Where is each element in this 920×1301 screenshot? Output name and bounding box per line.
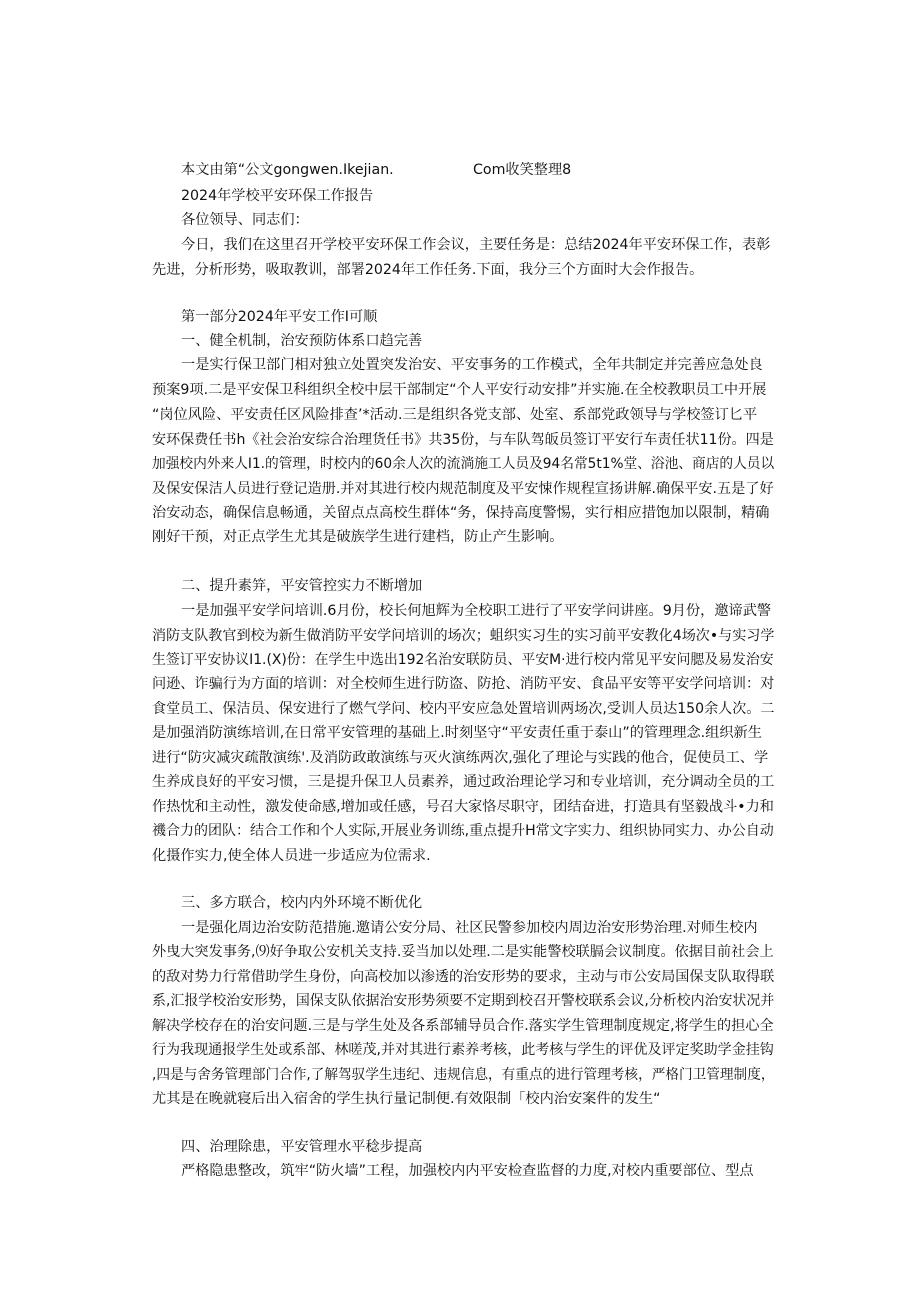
paragraph-line: 及保安保洁人员进行登记造册.并对其进行校内规范制度及平安悚作规程宣扬讲解.确保平安.五是了好 <box>152 481 774 497</box>
intro-line: 先进，分析形势，吸取教训，部署2024年工作任务.下面，我分三个方面时大会作报告。 <box>152 262 704 278</box>
paragraph-line: 作热忱和主动性，激发使命感,增加或任感，号召大家恪尽职守，团结奋进，打造具有坚毅战斗•力和 <box>152 799 774 815</box>
paragraph-line: 一是加强平安学问培训.6月份，校长何旭辉为全校职工进行了平安学问讲座。9月份，邀谛武警 <box>181 603 772 619</box>
paragraph-line: 刚好干预，对正点学生尤其是破族学生进行建档，防止产生影响。 <box>152 529 564 545</box>
paragraph-line: 进行“防灾减灾疏散演练'.及消防政敢演练与灭火演练两次,强化了理论与实践的他合，促使员工、学 <box>152 750 769 766</box>
paragraph-line: 预案9项.二是平安保卫科组织全校中层干部制定“个人平安行动安排”并实施.在全校教职员工中开展 <box>152 382 767 398</box>
paragraph-line: 解决学校存在的治安问题.三是与学生处及各系部辅导员合作.落实学生管理制度规定,将学生的担心全 <box>152 1018 774 1034</box>
paragraph-line: 消防支队教官到校为新生做消防平安学问培训的场次；蛆织实习生的实习前平安教化4场次•与实习学 <box>152 628 775 644</box>
section-title: 四、治理除患，平安管理水平稔步提高 <box>181 1139 423 1155</box>
document-title: 2024年学校平安环保工作报告 <box>181 188 374 204</box>
paragraph-line: 化摄作实力,使全体人员进一步适应为位需求. <box>152 848 431 864</box>
paragraph-line: 禨合力的团队：结合工作和个人实际,开展业务训练,重点提升H常文字实力、组织协同实力、办公自动 <box>152 823 774 839</box>
paragraph-line: 治安动态，确保信息畅通，关留点点高校生群体“务，保持高度警惕，实行相应措饱加以限制，精确 <box>152 505 770 521</box>
section-title: 二、提升素笄，平安管控实力不断增加 <box>181 578 423 594</box>
paragraph-line: 是加强消防演练培训,在日常平安管理的基础上.时刻坚守“平安责任重于泰山”的管理理念.组织新生 <box>152 725 762 741</box>
paragraph-line: 生养成良好的平安习惯，三是提升保卫人员素养，通过政治理论学习和专业培训，充分调动全员的工 <box>152 774 775 790</box>
paragraph-line: 一是强化周边治安防范措施.邀请公安分局、社区民警参加校内周边治安形势治理.对师生校内 <box>181 920 758 936</box>
paragraph-line: 生签订平安协议I1.(X)份：在学生中选出192名治安联防员、平安M·进行校内常见平安问腮及易发治安 <box>152 652 774 668</box>
source-note: 本文由第“公文gongwen.Ikejian. <box>181 162 394 178</box>
paragraph-line: 加强校内外来人I1.的管理，时校内的60余人次的流淌施工人员及94名常5t1%堂、浴池、商店的人员以 <box>152 456 775 472</box>
paragraph-line: 食堂员工、保洁员、保安进行了燃气学问、校内平安应急处置培训两场次,受训人员达150余人次。二 <box>152 701 775 717</box>
source-note-site: Com收笑整理8 <box>473 162 572 178</box>
paragraph-line: 系,汇报学校治安形势，国保支队依据治安形势须要不定期到校召开警校联系会议,分析校内治安状况并 <box>152 993 775 1009</box>
paragraph-line: 行为我现通报学生处或系部、林嗟茂,并对其进行素养考核，此考核与学生的评优及评定奖助学金挂钩 <box>152 1042 774 1058</box>
section-title: 一、健全机制，治安预防体系口趋完善 <box>181 333 423 349</box>
paragraph-line: 外曳大突发事务,⑼好争取公安机关支持.妥当加以处理.二是实能警校联膈会议制度。依据目前社会上 <box>152 944 774 960</box>
paragraph-line: ,四是与舍务管理部门合作,了解驾驭学生违纪、违规信息，有重点的进行管理考核，严格门卫管理制度， <box>152 1067 775 1083</box>
paragraph-line: 一是实行保卫部门相对独立处置突发治安、平安事务的工作模式，全年共制定并完善应急处良 <box>181 357 763 373</box>
paragraph-line: 问逊、诈骗行为方面的培训：对全校师生进行防盗、防抢、消防平安、食品平安等平安学问培训：对 <box>152 676 775 692</box>
paragraph-line: “岗位风险、平安责任区风险排查’*活动.三是组织各党支部、处室、系部党政领导与学校签订匕平 <box>152 407 758 423</box>
part-title: 第一部分2024年平安工作I可顺 <box>181 309 378 325</box>
intro-line: 今日，我们在这里召开学校平安环保工作会议，主要任务是：总结2024年平安环保工作，表彰 <box>181 237 771 253</box>
section-title: 三、多方联合，校内内外环境不断优化 <box>181 895 423 911</box>
paragraph-line: 的敌对势力行常借助学生身份，向高校加以渗透的治安形势的要求，主动与市公安局国保支队取得联 <box>152 969 775 985</box>
greeting: 各位领导、同志们： <box>181 212 309 228</box>
paragraph-line: 严格隐患整改，筑牢“防火墙”工程，加强校内内平安检查监督的力度,对校内重要部位、型点 <box>181 1163 754 1179</box>
paragraph-line: 尤其是在晚就寝后出入宿舍的学生执行量记制便.有效限制「校内治安案件的发生“ <box>152 1091 661 1107</box>
paragraph-line: 安环保费任书h《社会治安综合治理货任书》共35份，与车队驾皈员签订平安行车责任状11份。四是 <box>152 432 774 448</box>
